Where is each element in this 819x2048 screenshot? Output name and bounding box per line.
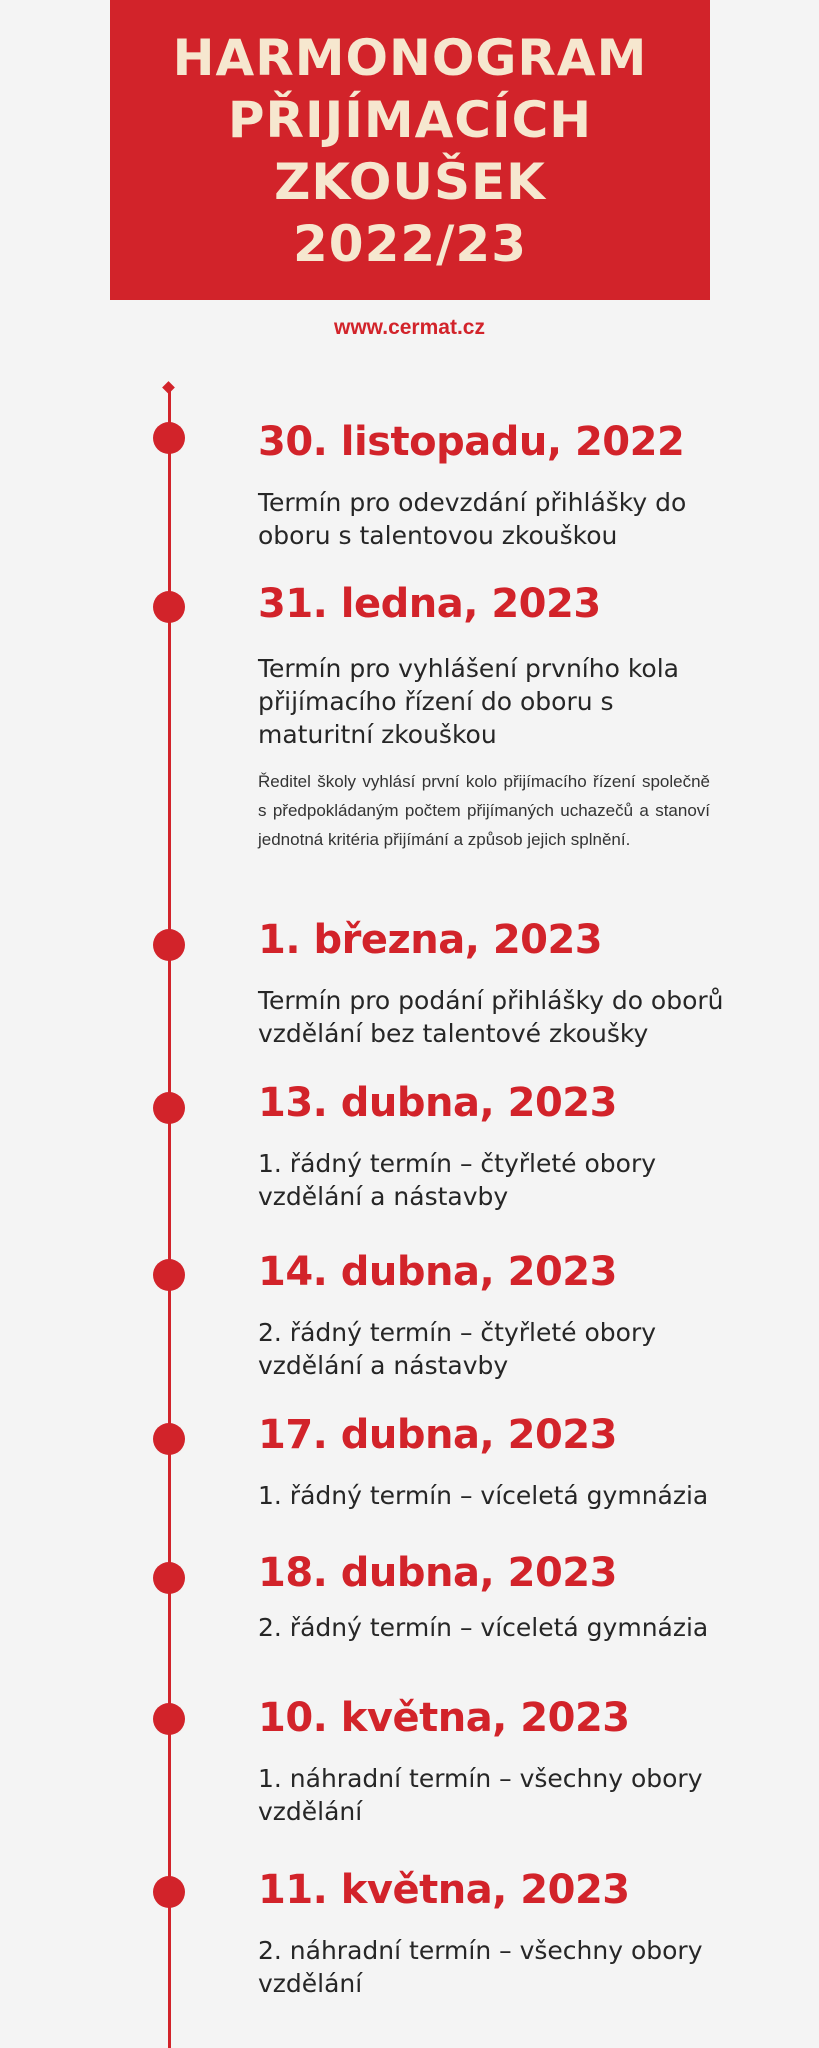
event-description-line: 2. náhradní termín – všechny obory	[258, 1936, 703, 1965]
timeline-dot	[153, 422, 185, 454]
timeline-event	[258, 1549, 778, 1644]
event-date: 10. května, 2023	[258, 1695, 630, 1741]
timeline-dot	[153, 1703, 185, 1735]
event-note: Ředitel školy vyhlásí první kolo přijímacího řízení společně s předpokládaným počtem přijímaných uchazečů a stanoví jednotná kritéria přijímání a způsob jejich splnění.	[258, 772, 710, 849]
event-description-line: 2. řádný termín – víceletá gymnázia	[258, 1613, 709, 1642]
event-description-line: Termín pro podání přihlášky do oborů	[258, 986, 724, 1015]
event-date: 1. března, 2023	[258, 917, 603, 963]
event-description-line: maturitní zkouškou	[258, 720, 497, 749]
event-date: 17. dubna, 2023	[258, 1412, 617, 1458]
event-description	[258, 652, 778, 751]
event-date: 30. listopadu, 2022	[258, 419, 685, 465]
event-date: 13. dubna, 2023	[258, 1080, 617, 1126]
event-description	[258, 984, 778, 1050]
timeline-dot	[153, 591, 185, 623]
event-description-line: vzdělání bez talentové zkoušky	[258, 1019, 649, 1048]
event-description-line: Termín pro odevzdání přihlášky do	[258, 488, 687, 517]
timeline-dot	[153, 1876, 185, 1908]
timeline-event	[258, 580, 778, 854]
timeline-dot	[153, 1092, 185, 1124]
event-description-line: oboru s talentovou zkouškou	[258, 521, 618, 550]
event-description-line: 2. řádný termín – čtyřleté obory	[258, 1318, 657, 1347]
timeline-dot	[153, 1423, 185, 1455]
event-description-line: 1. řádný termín – víceletá gymnázia	[258, 1481, 709, 1510]
event-description-line: přijímacího řízení do oboru s	[258, 687, 614, 716]
title-line-3: ZKOUŠEK	[274, 153, 546, 211]
timeline-event	[258, 1411, 778, 1512]
title-banner	[110, 0, 710, 300]
event-description	[258, 486, 778, 552]
timeline-event	[258, 1866, 778, 2000]
event-description-line: vzdělání a nástavby	[258, 1351, 509, 1380]
website-link[interactable]: www.cermat.cz	[334, 316, 485, 339]
event-description-line: 1. náhradní termín – všechny obory	[258, 1764, 703, 1793]
event-description	[258, 1762, 778, 1828]
timeline-event	[258, 1694, 778, 1828]
timeline-event	[258, 916, 778, 1050]
event-description-line: vzdělání a nástavby	[258, 1182, 509, 1211]
event-date: 14. dubna, 2023	[258, 1249, 617, 1295]
event-date: 11. května, 2023	[258, 1867, 630, 1913]
title-line-1: HARMONOGRAM	[172, 29, 648, 87]
timeline-line	[168, 388, 171, 2048]
timeline-event	[258, 1079, 778, 1213]
timeline-event	[258, 1248, 778, 1382]
event-description	[258, 1147, 778, 1213]
event-description	[258, 1934, 778, 2000]
title-line-4: 2022/23	[292, 215, 527, 273]
event-description	[258, 1316, 778, 1382]
event-description	[258, 1611, 778, 1644]
timeline-event	[258, 418, 778, 552]
event-description	[258, 1479, 778, 1512]
event-date: 18. dubna, 2023	[258, 1550, 617, 1596]
event-date: 31. ledna, 2023	[258, 581, 601, 627]
timeline-start-marker	[162, 381, 175, 394]
title-line-2: PŘIJÍMACÍCH	[227, 91, 593, 149]
timeline-dot	[153, 1562, 185, 1594]
event-description-line: vzdělání	[258, 1797, 363, 1826]
event-description-line: 1. řádný termín – čtyřleté obory	[258, 1149, 657, 1178]
event-description-line: vzdělání	[258, 1969, 363, 1998]
event-description-line: Termín pro vyhlášení prvního kola	[258, 654, 679, 683]
timeline-dot	[153, 1259, 185, 1291]
timeline-dot	[153, 929, 185, 961]
